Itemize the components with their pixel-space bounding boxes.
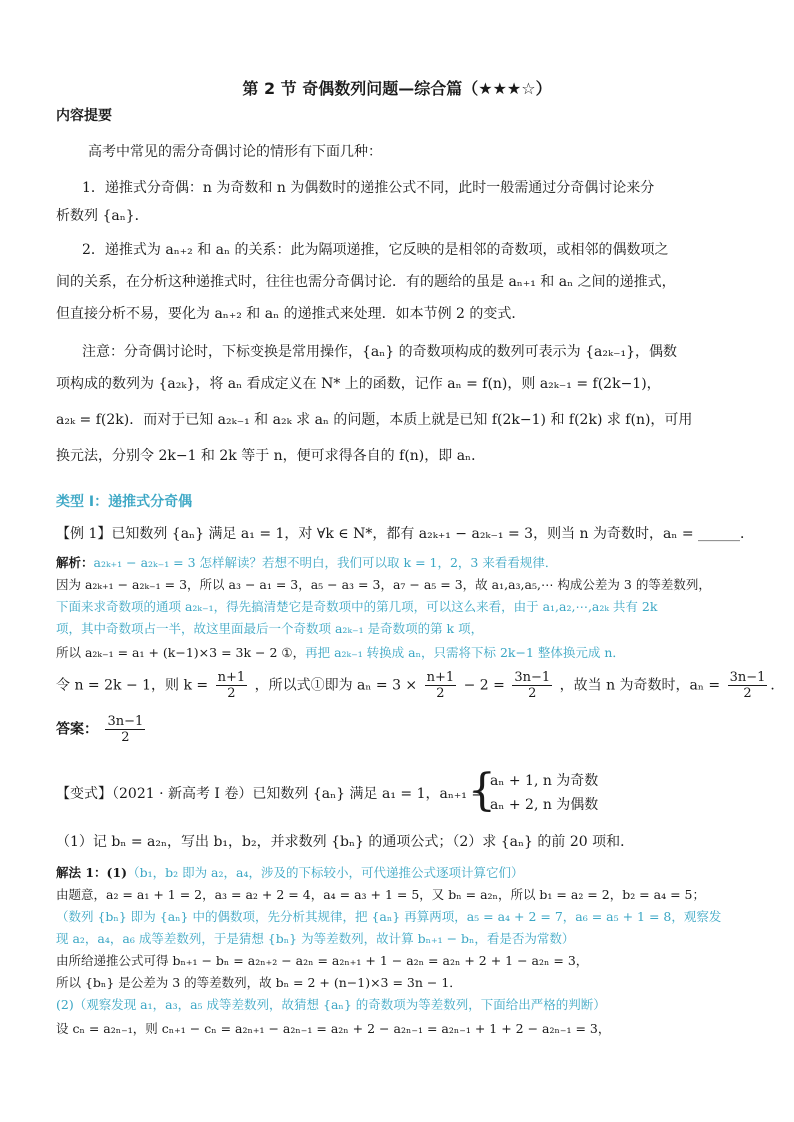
fraction-result-numerator: 3n−1: [514, 670, 551, 685]
solution-hint: a₂ₖ₊₁ − a₂ₖ₋₁ = 3 怎样解读？若想不明白，我们可以取 k = 1，2，3 来看看规律．: [93, 555, 558, 570]
method1-line7: (2)（观察发现 a₁，a₃，a₅ 成等差数列，故猜想 {aₙ} 的奇数项为等差数列，下面给出严格的判断）: [56, 997, 606, 1012]
method1-hint: （b₁，b₂ 即为 a₂，a₄，涉及的下标较小，可代递推公式逐项计算它们）: [127, 865, 524, 880]
method1-line2: 由题意，a₂ = a₁ + 1 = 2，a₃ = a₂ + 2 = 4，a₄ = a₃ + 1 = 5，又 bₙ = a₂ₙ，所以 b₁ = a₂ = 2，b₂ = a₄ = 5；: [56, 887, 705, 902]
fraction-result-denominator: 2: [528, 686, 537, 701]
page-title: 第 2 节 奇偶数列问题—综合篇（★★★☆）: [242, 79, 552, 98]
fraction-k-denominator: 2: [227, 686, 236, 701]
solution-line6-part2: ，所以式①即为 aₙ = 3 ×: [254, 677, 418, 694]
solution-line6-part4: ，故当 n 为奇数时，aₙ =: [559, 677, 721, 694]
note-line3: a₂ₖ = f(2k)．而对于已知 a₂ₖ₋₁ 和 a₂ₖ 求 aₙ 的问题，本质上就是已知 f(2k−1) 和 f(2k) 求 f(n)，可用: [56, 412, 693, 428]
point1-line1: 1．递推式分奇偶：n 为奇数和 n 为偶数时的递推公式不同，此时一般需通过分奇偶讨论来分: [82, 180, 655, 196]
answer-numerator: 3n−1: [107, 714, 144, 729]
note-line2: 项构成的数列为 {a₂ₖ}，将 aₙ 看成定义在 N* 上的函数，记作 aₙ = f(n)，则 a₂ₖ₋₁ = f(2k−1)，: [56, 376, 661, 392]
fraction-n-plus-1-denominator: 2: [436, 686, 445, 701]
method1-line6: 所以 {bₙ} 是公差为 3 的等差数列，故 bₙ = 2 + (n−1)×3 = 3n − 1．: [56, 975, 462, 990]
solution-label: 解析：: [56, 555, 94, 570]
solution-line5: [56, 644, 625, 662]
method1-line8: 设 cₙ = a₂ₙ₋₁，则 cₙ₊₁ − cₙ = a₂ₙ₊₁ − a₂ₙ₋₁ = a₂ₙ + 2 − a₂ₙ₋₁ = a₂ₙ₋₁ + 1 + 2 − a₂ₙ₋₁ = 3，: [56, 1021, 611, 1036]
point2-line2: 间的关系，在分析这种递推式时，往往也需分奇偶讨论．有的题给的虽是 aₙ₊₁ 和 aₙ 之间的递推式，: [56, 274, 676, 290]
fraction-k: [216, 670, 248, 701]
fraction-n-plus-1: [425, 670, 457, 701]
point1-line2: 析数列 {aₙ}．: [56, 208, 149, 224]
section-heading-type1: 类型 I：递推式分奇偶: [56, 494, 193, 510]
example1-question: 【例 1】已知数列 {aₙ} 满足 a₁ = 1，对 ∀k ∈ N*，都有 a₂ₖ₊₁ − a₂ₖ₋₁ = 3，则当 n 为奇数时，aₙ = ______．: [56, 526, 755, 542]
solution-line6-part1: 令 n = 2k − 1，则 k =: [56, 677, 209, 694]
method1-label: 解法 1：(1): [56, 865, 128, 880]
variant-question: （1）记 bₙ = a₂ₙ，写出 b₁，b₂，并求数列 {bₙ} 的通项公式；（2）求 {aₙ} 的前 20 项和．: [56, 834, 635, 850]
solution-line3: 下面来求奇数项的通项 a₂ₖ₋₁，得先搞清楚它是奇数项中的第几项，可以这么来看，由于 a₁,a₂,⋯,a₂ₖ 共有 2k: [56, 599, 658, 614]
summary-heading: 内容提要: [56, 108, 112, 124]
fraction-k-numerator: n+1: [217, 670, 246, 685]
fraction-result: [512, 670, 552, 701]
case-even: aₙ + 2, n 为偶数: [490, 797, 599, 813]
case-odd: aₙ + 1, n 为奇数: [490, 773, 599, 789]
solution-line5-formula: 所以 a₂ₖ₋₁ = a₁ + (k−1)×3 = 3k − 2 ①，: [56, 645, 306, 660]
left-brace: {: [468, 765, 496, 816]
answer-fraction: [105, 714, 145, 745]
solution-line4: 项，其中奇数项占一半，故这里面最后一个奇数项 a₂ₖ₋₁ 是奇数项的第 k 项，: [56, 621, 484, 636]
answer-denominator: 2: [121, 730, 130, 745]
intro-text: 高考中常见的需分奇偶讨论的情形有下面几种：: [88, 144, 382, 160]
note-line1: 注意：分奇偶讨论时，下标变换是常用操作，{aₙ} 的奇数项构成的数列可表示为 {a₂ₖ₋₁}，偶数: [82, 344, 677, 360]
fraction-final-numerator: 3n−1: [729, 670, 766, 685]
method1-line4: 现 a₂，a₄，a₆ 成等差数列，于是猜想 {bₙ} 为等差数列，故计算 bₙ₊₁ − bₙ，看是否为常数）: [56, 931, 575, 946]
solution-line1: [56, 554, 557, 572]
solution-line6-part3: − 2 =: [463, 677, 505, 694]
solution-line6: 令 n = 2k − 1，则 k = $\frac{n+1}{2}$ ，所以式①即为 aₙ = 3 × $\frac{n+1}{2}$ − 2 = $\frac{3n-1}{2}$ ，故当 n 为奇数时，aₙ = $\frac{3n-1}{2}$ ．: [56, 670, 785, 701]
variant-heading: 【变式】（2021 · 新高考 I 卷）已知数列 {aₙ} 满足 a₁ = 1，aₙ₊₁ =: [56, 786, 484, 802]
method1-line3: （数列 {bₙ} 即为 {aₙ} 中的偶数项，先分析其规律，把 {aₙ} 再算两项，a₅ = a₄ + 2 = 7，a₆ = a₅ + 1 = 8，观察发: [56, 909, 722, 924]
method1-line5: 由所给递推公式可得 bₙ₊₁ − bₙ = a₂ₙ₊₂ − a₂ₙ = a₂ₙ₊₁ + 1 − a₂ₙ = a₂ₙ + 2 + 1 − a₂ₙ = 3，: [56, 953, 589, 968]
point2-line3: 但直接分析不易，要化为 aₙ₊₂ 和 aₙ 的递推式来处理．如本节例 2 的变式．: [56, 306, 526, 322]
fraction-final-denominator: 2: [743, 686, 752, 701]
fraction-n-plus-1-numerator: n+1: [426, 670, 455, 685]
fraction-final: [728, 670, 768, 701]
method1-line1: [56, 864, 523, 882]
answer-label: 答案：: [56, 721, 98, 738]
solution-line5-hint: 再把 a₂ₖ₋₁ 转换成 aₙ，只需将下标 2k−1 整体换元成 n．: [305, 645, 625, 660]
answer-line: [56, 714, 148, 745]
piecewise-definition: [468, 765, 668, 818]
point2-line1: 2．递推式为 aₙ₊₂ 和 aₙ 的关系：此为隔项递推，它反映的是相邻的奇数项，或相邻的偶数项之: [82, 242, 669, 258]
note-line4: 换元法，分别令 2k−1 和 2k 等于 n，便可求得各自的 f(n)，即 aₙ．: [56, 448, 486, 464]
solution-line2: 因为 a₂ₖ₊₁ − a₂ₖ₋₁ = 3，所以 a₃ − a₁ = 3，a₅ − a₃ = 3，a₇ − a₅ = 3，故 a₁,a₃,a₅,⋯ 构成公差为 3 的等差数列，: [56, 577, 711, 592]
